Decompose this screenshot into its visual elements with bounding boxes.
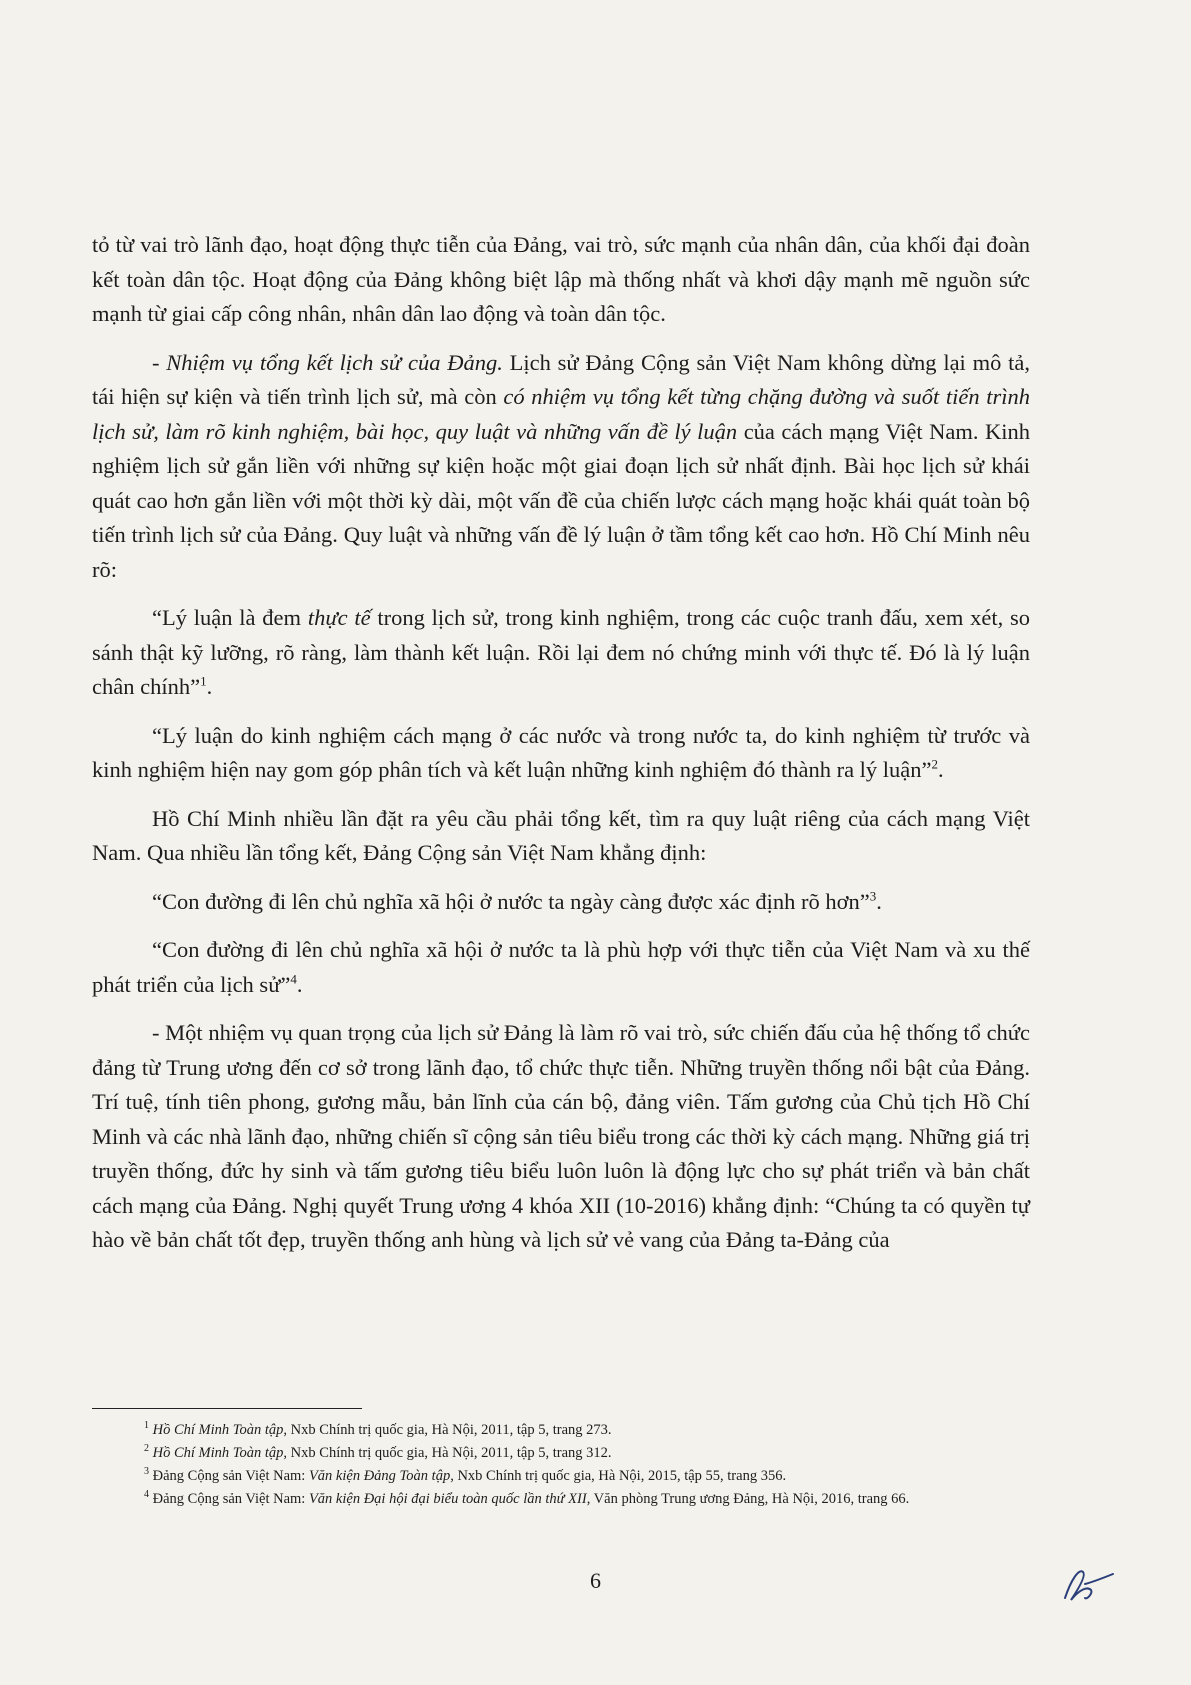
quote-text: “Lý luận là đem bbox=[152, 605, 308, 630]
quote bbox=[92, 601, 1030, 705]
footnote bbox=[92, 1443, 1030, 1464]
body-text bbox=[92, 228, 1030, 1272]
quote-text: “Lý luận do kinh nghiệm cách mạng ở các nước và trong nước ta, do kinh nghiệm từ trước và kinh nghiệm hiện nay gom góp phân tích và kết luận những kinh nghiệm đó thành ra lý luận” bbox=[92, 722, 1030, 782]
footnote-number: 3 bbox=[144, 1466, 149, 1478]
footnote-author: Đảng Cộng sản Việt Nam: bbox=[152, 1468, 309, 1484]
emphasis-text: có nhiệm vụ tổng kết từng chặng đường và suốt tiến trình lịch sử, làm rõ kinh nghiệm, bài học, quy luật và những vấn đề lý luận bbox=[92, 384, 1030, 444]
paragraph-text: Hồ Chí Minh nhiều lần đặt ra yêu cầu phải tổng kết, tìm ra quy luật riêng của cách mạng Việt Nam. Qua nhiều lần tổng kết, Đảng Cộng sản Việt Nam khẳng định: bbox=[92, 805, 1030, 865]
footnote-ref[interactable]: 4 bbox=[290, 971, 297, 986]
footnote bbox=[92, 1489, 1030, 1510]
quote-text: “Con đường đi lên chủ nghĩa xã hội ở nước ta ngày càng được xác định rõ hơn” bbox=[152, 888, 870, 914]
footnote-text: , Nxb Chính trị quốc gia, Hà Nội, 2011, tập 5, trang 312. bbox=[283, 1445, 612, 1461]
footnote-author: Đảng Cộng sản Việt Nam: bbox=[152, 1491, 309, 1507]
paragraph bbox=[92, 1016, 1030, 1258]
quote-text: . bbox=[296, 971, 303, 997]
signature-mark bbox=[1057, 1560, 1117, 1610]
paragraph bbox=[92, 228, 1030, 332]
quote-text: . bbox=[938, 757, 944, 782]
footnote-title: Hồ Chí Minh Toàn tập bbox=[152, 1422, 284, 1438]
quote bbox=[92, 885, 1030, 920]
footnote bbox=[92, 1420, 1030, 1441]
quote-text: . bbox=[206, 674, 213, 699]
emphasis-text: thực tế bbox=[307, 605, 371, 630]
footnote-title: Hồ Chí Minh Toàn tập bbox=[152, 1445, 284, 1461]
quote bbox=[92, 719, 1030, 788]
footnote-text: , Nxb Chính trị quốc gia, Hà Nội, 2015, tập 55, trang 356. bbox=[450, 1468, 787, 1484]
paragraph bbox=[92, 802, 1030, 871]
section-heading: - Nhiệm vụ tổng kết lịch sử của Đảng. bbox=[152, 349, 503, 375]
footnote-text: , Nxb Chính trị quốc gia, Hà Nội, 2011, tập 5, trang 273. bbox=[283, 1422, 612, 1438]
page-number: 6 bbox=[590, 1568, 601, 1593]
footnote-ref[interactable]: 3 bbox=[869, 888, 877, 903]
footnote bbox=[92, 1466, 1030, 1487]
paragraph-text: tỏ từ vai trò lãnh đạo, hoạt động thực tiễn của Đảng, vai trò, sức mạnh của nhân dân, của khối đại đoàn kết toàn dân tộc. Hoạt động của Đảng không biệt lập mà thống nhất và khơi dậy mạnh mẽ nguồn sức mạnh từ giai cấp công nhân, nhân dân lao động và toàn dân tộc. bbox=[92, 232, 1030, 326]
footnote-title: Văn kiện Đảng Toàn tập bbox=[308, 1468, 451, 1484]
footnote-divider bbox=[92, 1408, 362, 1409]
footnote-ref[interactable]: 1 bbox=[200, 673, 207, 689]
paragraph-text: Lịch sử Đảng Cộng sản Việt Nam không dừng lại mô tả, tái hiện sự kiện và tiến trình lịch sử, mà còn bbox=[92, 349, 1030, 409]
paragraph bbox=[92, 346, 1030, 588]
footnote-number: 2 bbox=[144, 1443, 149, 1455]
paragraph-text: của cách mạng Việt Nam. Kinh nghiệm lịch sử gắn liền với những sự kiện hoặc một giai đoạn lịch sử nhất định. Bài học lịch sử khái quát cao hơn gắn liền với một thời kỳ dài, một vấn đề của chiến lược cách mạng hoặc khái quát toàn bộ tiến trình lịch sử của Đảng. Quy luật và những vấn đề lý luận ở tầm tổng kết cao hơn. Hồ Chí Minh nêu rõ: bbox=[92, 418, 1030, 582]
quote-text: “Con đường đi lên chủ nghĩa xã hội ở nước ta là phù hợp với thực tiễn của Việt Nam và xu thế phát triển của lịch sử” bbox=[92, 937, 1030, 997]
footnote-number: 1 bbox=[144, 1420, 149, 1432]
footnote-text: , Văn phòng Trung ương Đảng, Hà Nội, 2016, trang 66. bbox=[586, 1491, 910, 1507]
paragraph-text: - Một nhiệm vụ quan trọng của lịch sử Đảng là làm rõ vai trò, sức chiến đấu của hệ thống tổ chức đảng từ Trung ương đến cơ sở trong lãnh đạo, tổ chức thực tiễn. Những truyền thống nổi bật của Đảng. Trí tuệ, tính tiên phong, gương mẫu, bản lĩnh của cán bộ, đảng viên. Tấm gương của Chủ tịch Hồ Chí Minh và các nhà lãnh đạo, những chiến sĩ cộng sản tiêu biểu trong các thời kỳ cách mạng. Những giá trị truyền thống, đức hy sinh và tấm gương tiêu biểu luôn luôn là động lực cho sự phát triển và bản chất cách mạng của Đảng. Nghị quyết Trung ương 4 khóa XII (10-2016) khẳng định: “Chúng ta có quyền tự hào về bản chất tốt đẹp, truyền thống anh hùng và lịch sử vẻ vang của Đảng ta-Đảng của bbox=[92, 1020, 1030, 1252]
footnote-title: Văn kiện Đại hội đại biểu toàn quốc lần thứ XII bbox=[308, 1491, 587, 1507]
footnote-number: 4 bbox=[144, 1489, 149, 1501]
footnote-ref[interactable]: 2 bbox=[931, 756, 939, 772]
quote bbox=[92, 933, 1030, 1002]
quote-text: . bbox=[876, 888, 882, 914]
footnotes bbox=[92, 1420, 1030, 1512]
quote-text: trong lịch sử, trong kinh nghiệm, trong các cuộc tranh đấu, xem xét, so sánh thật kỹ lưỡng, rõ ràng, làm thành kết luận. Rồi lại đem nó chứng minh với thực tế. Đó là lý luận chân chính” bbox=[92, 605, 1031, 699]
